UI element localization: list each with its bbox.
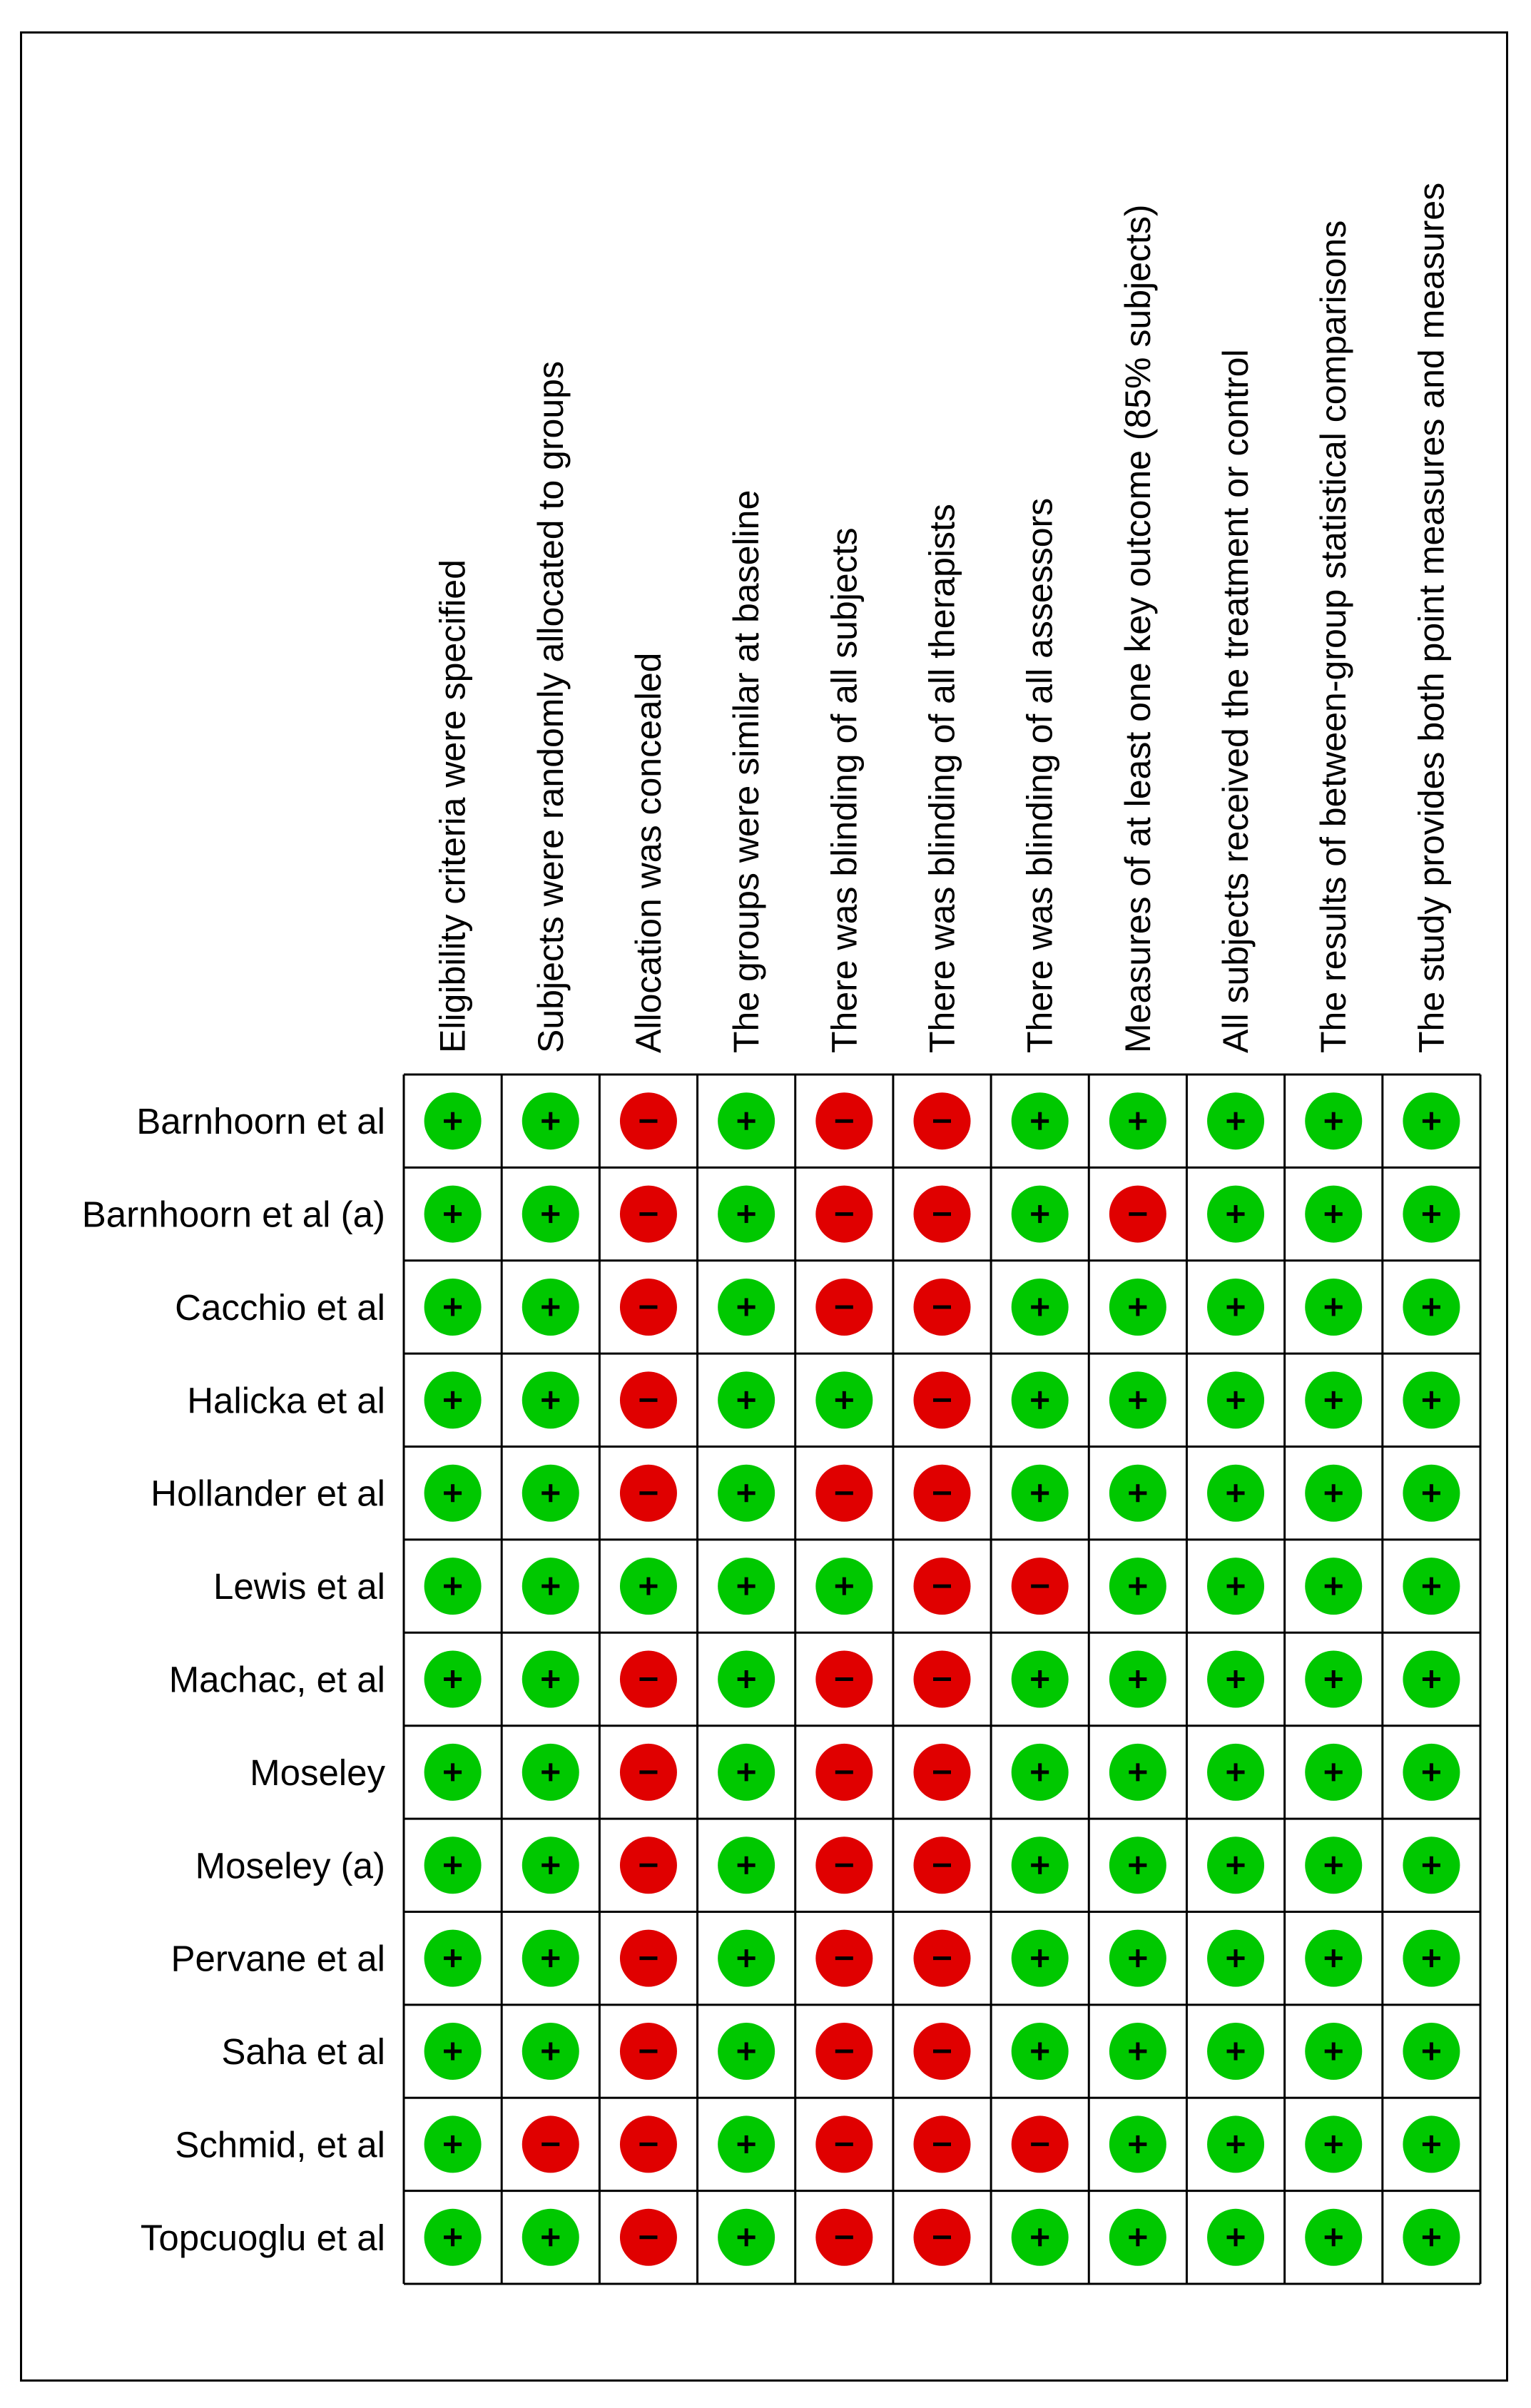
- negative-mark-r11-c6: [914, 2023, 971, 2080]
- study-label-halicka-et-al: Halicka et al: [187, 1380, 385, 1421]
- positive-mark-r11-c10: [1305, 2023, 1362, 2080]
- negative-mark-r6-c6: [914, 1558, 971, 1615]
- positive-mark-r5-c9: [1207, 1465, 1264, 1522]
- positive-mark-r2-c7: [1012, 1186, 1069, 1243]
- positive-mark-r3-c7: [1012, 1279, 1069, 1336]
- negative-mark-r6-c7: [1012, 1558, 1069, 1615]
- positive-mark-r3-c2: [522, 1279, 579, 1336]
- positive-mark-r7-c1: [424, 1651, 482, 1708]
- positive-mark-r5-c1: [424, 1465, 482, 1522]
- study-label-topcuoglu-et-al: Topcuoglu et al: [140, 2217, 385, 2258]
- negative-mark-r5-c6: [914, 1465, 971, 1522]
- study-label-barnhoorn-et-al: Barnhoorn et al: [136, 1101, 385, 1142]
- positive-mark-r7-c4: [718, 1651, 775, 1708]
- positive-mark-r6-c1: [424, 1558, 482, 1615]
- positive-mark-r8-c11: [1403, 1744, 1460, 1801]
- positive-mark-r8-c9: [1207, 1744, 1264, 1801]
- positive-mark-r7-c2: [522, 1651, 579, 1708]
- column-label-8: Measures of at least one key outcome (85% subjects): [1117, 204, 1158, 1053]
- positive-mark-r9-c9: [1207, 1837, 1264, 1894]
- positive-mark-r13-c11: [1403, 2209, 1460, 2266]
- negative-mark-r12-c5: [815, 2115, 873, 2173]
- positive-mark-r3-c1: [424, 1279, 482, 1336]
- negative-mark-r9-c5: [815, 1837, 873, 1894]
- negative-mark-r3-c3: [620, 1279, 677, 1336]
- positive-mark-r1-c2: [522, 1092, 579, 1149]
- negative-mark-r7-c3: [620, 1651, 677, 1708]
- positive-mark-r12-c1: [424, 2115, 482, 2173]
- column-label-11: The study provides both point measures and measures: [1411, 182, 1452, 1053]
- positive-mark-r7-c11: [1403, 1651, 1460, 1708]
- positive-mark-r12-c10: [1305, 2115, 1362, 2173]
- negative-mark-r8-c3: [620, 1744, 677, 1801]
- negative-mark-r12-c3: [620, 2115, 677, 2173]
- positive-mark-r1-c4: [718, 1092, 775, 1149]
- negative-mark-r9-c3: [620, 1837, 677, 1894]
- positive-mark-r6-c10: [1305, 1558, 1362, 1615]
- study-label-pervane-et-al: Pervane et al: [171, 1938, 385, 1979]
- positive-mark-r9-c11: [1403, 1837, 1460, 1894]
- study-label-machac-et-al: Machac, et al: [168, 1659, 385, 1700]
- positive-mark-r11-c11: [1403, 2023, 1460, 2080]
- positive-mark-r3-c8: [1109, 1279, 1166, 1336]
- positive-mark-r2-c2: [522, 1186, 579, 1243]
- positive-mark-r8-c2: [522, 1744, 579, 1801]
- column-label-1: Eligibility criteria were specified: [432, 559, 473, 1053]
- positive-mark-r2-c9: [1207, 1186, 1264, 1243]
- positive-mark-r2-c1: [424, 1186, 482, 1243]
- positive-mark-r8-c7: [1012, 1744, 1069, 1801]
- positive-mark-r8-c1: [424, 1744, 482, 1801]
- column-label-2: Subjects were randomly allocated to groups: [530, 361, 571, 1053]
- positive-mark-r6-c2: [522, 1558, 579, 1615]
- positive-mark-r4-c7: [1012, 1371, 1069, 1428]
- positive-mark-r5-c4: [718, 1465, 775, 1522]
- negative-mark-r9-c6: [914, 1837, 971, 1894]
- positive-mark-r9-c8: [1109, 1837, 1166, 1894]
- positive-mark-r9-c4: [718, 1837, 775, 1894]
- positive-mark-r13-c1: [424, 2209, 482, 2266]
- negative-mark-r5-c3: [620, 1465, 677, 1522]
- negative-mark-r13-c5: [815, 2209, 873, 2266]
- positive-mark-r9-c1: [424, 1837, 482, 1894]
- positive-mark-r2-c11: [1403, 1186, 1460, 1243]
- positive-mark-r7-c10: [1305, 1651, 1362, 1708]
- positive-mark-r2-c10: [1305, 1186, 1362, 1243]
- positive-mark-r4-c11: [1403, 1371, 1460, 1428]
- positive-mark-r6-c9: [1207, 1558, 1264, 1615]
- positive-mark-r3-c11: [1403, 1279, 1460, 1336]
- negative-mark-r1-c6: [914, 1092, 971, 1149]
- positive-mark-r8-c10: [1305, 1744, 1362, 1801]
- positive-mark-r7-c8: [1109, 1651, 1166, 1708]
- positive-mark-r4-c9: [1207, 1371, 1264, 1428]
- positive-mark-r6-c5: [815, 1558, 873, 1615]
- positive-mark-r1-c11: [1403, 1092, 1460, 1149]
- positive-mark-r5-c7: [1012, 1465, 1069, 1522]
- positive-mark-r4-c10: [1305, 1371, 1362, 1428]
- positive-mark-r1-c1: [424, 1092, 482, 1149]
- positive-mark-r10-c7: [1012, 1930, 1069, 1987]
- positive-mark-r1-c7: [1012, 1092, 1069, 1149]
- positive-mark-r13-c4: [718, 2209, 775, 2266]
- negative-mark-r10-c5: [815, 1930, 873, 1987]
- positive-mark-r5-c8: [1109, 1465, 1166, 1522]
- column-label-9: All subjects received the treatment or control: [1216, 349, 1256, 1053]
- positive-mark-r5-c11: [1403, 1465, 1460, 1522]
- positive-mark-r4-c4: [718, 1371, 775, 1428]
- positive-mark-r1-c9: [1207, 1092, 1264, 1149]
- positive-mark-r6-c8: [1109, 1558, 1166, 1615]
- study-label-saha-et-al: Saha et al: [221, 2031, 385, 2073]
- positive-mark-r12-c8: [1109, 2115, 1166, 2173]
- positive-mark-r1-c10: [1305, 1092, 1362, 1149]
- positive-mark-r9-c7: [1012, 1837, 1069, 1894]
- positive-mark-r10-c4: [718, 1930, 775, 1987]
- study-label-schmid-et-al: Schmid, et al: [175, 2124, 385, 2165]
- positive-mark-r10-c8: [1109, 1930, 1166, 1987]
- negative-mark-r13-c3: [620, 2209, 677, 2266]
- positive-mark-r3-c4: [718, 1279, 775, 1336]
- negative-mark-r2-c6: [914, 1186, 971, 1243]
- negative-mark-r1-c3: [620, 1092, 677, 1149]
- negative-mark-r1-c5: [815, 1092, 873, 1149]
- study-label-barnhoorn-et-al-a: Barnhoorn et al (a): [81, 1194, 385, 1235]
- positive-mark-r5-c10: [1305, 1465, 1362, 1522]
- positive-mark-r11-c9: [1207, 2023, 1264, 2080]
- positive-mark-r2-c4: [718, 1186, 775, 1243]
- negative-mark-r7-c5: [815, 1651, 873, 1708]
- negative-mark-r10-c6: [914, 1930, 971, 1987]
- column-label-7: There was blinding of all assessors: [1019, 497, 1060, 1053]
- positive-mark-r10-c1: [424, 1930, 482, 1987]
- positive-mark-r4-c1: [424, 1371, 482, 1428]
- positive-mark-r8-c4: [718, 1744, 775, 1801]
- positive-mark-r6-c3: [620, 1558, 677, 1615]
- column-label-4: The groups were similar at baseline: [726, 489, 767, 1053]
- negative-mark-r2-c3: [620, 1186, 677, 1243]
- negative-mark-r12-c6: [914, 2115, 971, 2173]
- positive-mark-r11-c7: [1012, 2023, 1069, 2080]
- positive-mark-r6-c11: [1403, 1558, 1460, 1615]
- negative-mark-r11-c5: [815, 2023, 873, 2080]
- study-label-moseley: Moseley: [250, 1752, 385, 1793]
- negative-mark-r12-c7: [1012, 2115, 1069, 2173]
- negative-mark-r11-c3: [620, 2023, 677, 2080]
- positive-mark-r9-c2: [522, 1837, 579, 1894]
- positive-mark-r13-c9: [1207, 2209, 1264, 2266]
- positive-mark-r13-c7: [1012, 2209, 1069, 2266]
- column-labels: [433, 183, 1452, 1053]
- negative-mark-r13-c6: [914, 2209, 971, 2266]
- positive-mark-r4-c5: [815, 1371, 873, 1428]
- negative-mark-r4-c3: [620, 1371, 677, 1428]
- positive-mark-r10-c2: [522, 1930, 579, 1987]
- column-label-3: Allocation was concealed: [628, 652, 668, 1053]
- negative-mark-r10-c3: [620, 1930, 677, 1987]
- positive-mark-r4-c8: [1109, 1371, 1166, 1428]
- positive-mark-r5-c2: [522, 1465, 579, 1522]
- column-label-10: The results of between-group statistical comparisons: [1313, 220, 1354, 1053]
- positive-mark-r12-c9: [1207, 2115, 1264, 2173]
- positive-mark-r7-c7: [1012, 1651, 1069, 1708]
- positive-mark-r13-c10: [1305, 2209, 1362, 2266]
- positive-mark-r7-c9: [1207, 1651, 1264, 1708]
- study-label-moseley-a: Moseley (a): [195, 1845, 385, 1886]
- positive-mark-r12-c11: [1403, 2115, 1460, 2173]
- positive-mark-r11-c1: [424, 2023, 482, 2080]
- column-label-5: There was blinding of all subjects: [824, 527, 865, 1053]
- positive-mark-r1-c8: [1109, 1092, 1166, 1149]
- positive-mark-r13-c2: [522, 2209, 579, 2266]
- positive-mark-r6-c4: [718, 1558, 775, 1615]
- rating-marks: [424, 1092, 1460, 2266]
- positive-mark-r10-c11: [1403, 1930, 1460, 1987]
- positive-mark-r11-c2: [522, 2023, 579, 2080]
- positive-mark-r10-c10: [1305, 1930, 1362, 1987]
- study-label-lewis-et-al: Lewis et al: [213, 1566, 385, 1607]
- row-labels: [82, 1101, 386, 2258]
- negative-mark-r4-c6: [914, 1371, 971, 1428]
- study-label-hollander-et-al: Hollander et al: [151, 1473, 385, 1514]
- positive-mark-r12-c4: [718, 2115, 775, 2173]
- column-label-6: There was blinding of all therapists: [922, 504, 962, 1053]
- positive-mark-r11-c8: [1109, 2023, 1166, 2080]
- study-label-cacchio-et-al: Cacchio et al: [175, 1286, 385, 1328]
- negative-mark-r8-c5: [815, 1744, 873, 1801]
- positive-mark-r3-c10: [1305, 1279, 1362, 1336]
- positive-mark-r3-c9: [1207, 1279, 1264, 1336]
- negative-mark-r5-c5: [815, 1465, 873, 1522]
- negative-mark-r7-c6: [914, 1651, 971, 1708]
- negative-mark-r3-c6: [914, 1279, 971, 1336]
- negative-mark-r2-c5: [815, 1186, 873, 1243]
- positive-mark-r10-c9: [1207, 1930, 1264, 1987]
- positive-mark-r11-c4: [718, 2023, 775, 2080]
- positive-mark-r9-c10: [1305, 1837, 1362, 1894]
- positive-mark-r4-c2: [522, 1371, 579, 1428]
- negative-mark-r3-c5: [815, 1279, 873, 1336]
- positive-mark-r13-c8: [1109, 2209, 1166, 2266]
- positive-mark-r8-c8: [1109, 1744, 1166, 1801]
- negative-mark-r2-c8: [1109, 1186, 1166, 1243]
- negative-mark-r8-c6: [914, 1744, 971, 1801]
- negative-mark-r12-c2: [522, 2115, 579, 2173]
